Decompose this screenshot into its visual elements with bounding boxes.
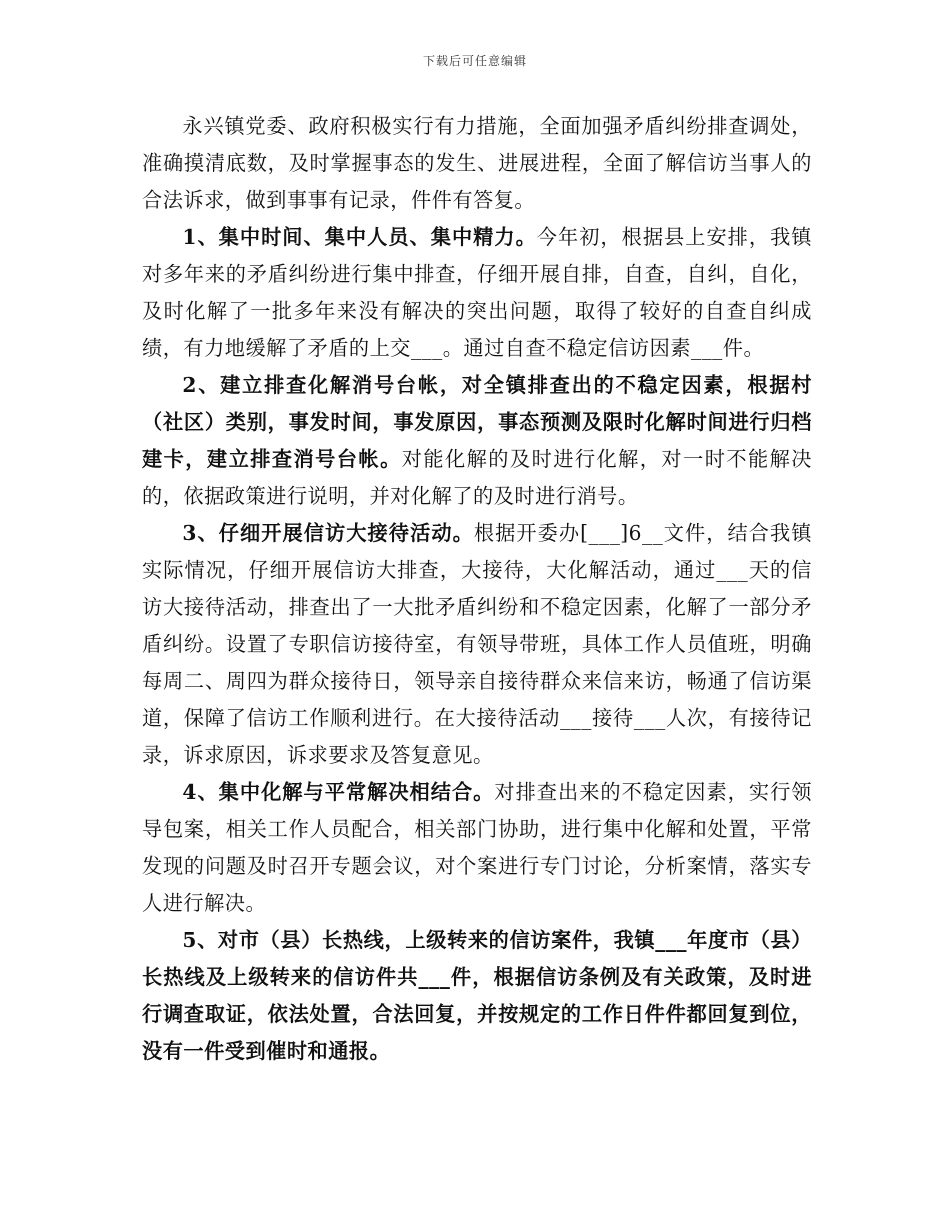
document-body (142, 108, 812, 1070)
paragraph-lead: 1、集中时间、集中人员、集中精力。 (182, 225, 537, 249)
paragraph-item-5 (142, 922, 812, 1070)
paragraph-body: 对排查出来的不稳定因素，实行领导包案，相关工作人员配合，相关部门协助，进行集中化解和处置，平常发现的问题及时召开专题会议，对个案进行专门讨论，分析案情，落实专人进行解决。 (142, 780, 812, 915)
paragraph-body: 永兴镇党委、政府积极实行有力措施，全面加强矛盾纠纷排查调处，准确摸清底数，及时掌握事态的发生、进展进程，全面了解信访当事人的合法诉求，做到事事有记录，件件有答复。 (142, 114, 812, 212)
paragraph-intro (142, 108, 812, 219)
paragraph-body: 今年初，根据县上安排，我镇对多年来的矛盾纠纷进行集中排查，仔细开展自排，自查，自纠，自化，及时化解了一批多年来没有解决的突出问题，取得了较好的自查自纠成绩，有力地缓解了矛盾的上交___。通过自查不稳定信访因素___件。 (142, 225, 812, 360)
paragraph-item-3 (142, 515, 812, 774)
paragraph-item-2 (142, 367, 812, 515)
paragraph-item-4 (142, 774, 812, 922)
paragraph-lead: 2、建立排查化解消号台帐，对全镇排查出的不稳定因素，根据村（社区）类别，事发时间，事发原因，事态预测及限时化解时间进行归档建卡，建立排查消号台帐。 (142, 373, 812, 471)
paragraph-lead: 3、仔细开展信访大接待活动。 (182, 521, 474, 545)
paragraph-body: 根据开委办[___]6__文件，结合我镇实际情况，仔细开展信访大排查，大接待，大化解活动，通过___天的信访大接待活动，排查出了一大批矛盾纠纷和不稳定因素，化解了一部分矛盾纠纷。设置了专职信访接待室，有领导带班，具体工作人员值班，明确每周二、周四为群众接待日，领导亲自接待群众来信来访，畅通了信访渠道，保障了信访工作顺利进行。在大接待活动___接待___人次，有接待记录，诉求原因，诉求要求及答复意见。 (142, 521, 812, 767)
paragraph-body: 对能化解的及时进行化解，对一时不能解决的，依据政策进行说明，并对化解了的及时进行消号。 (142, 447, 812, 508)
paragraph-lead: 4、集中化解与平常解决相结合。 (182, 780, 495, 804)
paragraph-lead: 5、对市（县）长热线，上级转来的信访案件，我镇___年度市（县）长热线及上级转来的信访件共___件，根据信访条例及有关政策，及时进行调查取证，依法处置，合法回复，并按规定的工作日件件都回复到位，没有一件受到催时和通报。 (142, 928, 812, 1063)
paragraph-item-1 (142, 219, 812, 367)
page-header: 下载后可任意编辑 (422, 54, 527, 68)
